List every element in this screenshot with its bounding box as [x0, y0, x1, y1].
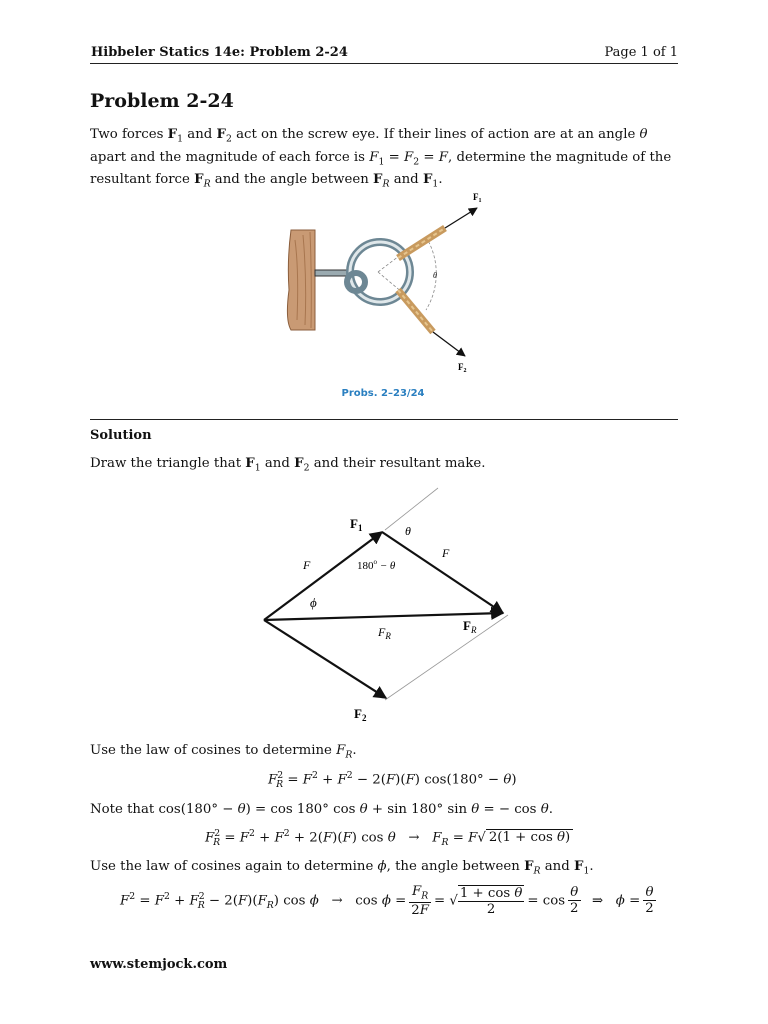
eq3-two: 2: [645, 901, 654, 917]
diagram-f2-label: $F_2$: [354, 706, 367, 723]
fig-f1-label: $F_1$: [473, 192, 482, 204]
fig-f2-label: $F_2$: [458, 362, 467, 374]
cosine-law-text: Use the law of cosines to determine $F_R$.: [90, 743, 357, 761]
vector-f1: [264, 532, 382, 620]
diagram-side-left-label: F: [303, 558, 311, 572]
problem-statement: Two forces $F_1$ and $F_2$ act on the screw eye. If their lines of action are at an angle θ apart and the magnitude of each force is $F_1 = F_2 = F$, determine the magnitude of the resultant force $F_R$ and the angle between $F_R$ and $F_1$.: [90, 127, 672, 190]
solution-intro: Draw the triangle that $F_1$ and $F_2$ and their resultant make.: [90, 456, 486, 474]
vector-f2-shifted: [382, 532, 503, 613]
eq3-theta: θ: [645, 885, 654, 901]
page-header-title: Hibbeler Statics 14e: Problem 2-24: [91, 45, 348, 60]
vector-f2: [264, 620, 386, 698]
phi-intro-text: Use the law of cosines again to determine ϕ, the angle between $F_R$ and $F_1$.: [90, 859, 594, 877]
f1-extension-line: [385, 488, 438, 530]
screw-eye-figure: [283, 190, 483, 402]
diagram-angle-label: $180^o - \theta$: [357, 558, 396, 572]
diagram-theta-label: θ: [405, 524, 411, 538]
problem-title: Problem 2-24: [90, 90, 234, 112]
section-rule: [90, 419, 678, 420]
equation-3: $F^2 = F^2 + F^2_R - 2(F)(F_R)$ cos ϕ → cos ϕ = $\frac{F_R}{2F}$ = √ $\frac{\text{1 + cos θ}}{2}$ = cos $\frac{\theta}{2}$ ⇒ ϕ = $\frac{\theta}{2}$: [120, 884, 654, 918]
diagram-f1-label: $F_1$: [350, 516, 363, 533]
footer-website: www.stemjock.com: [90, 957, 228, 972]
cosine-identity-text: Note that cos(180° − θ) = cos 180° cos θ + sin 180° sin θ = − cos θ.: [90, 802, 553, 817]
header-rule: [90, 63, 678, 64]
page-number: Page 1 of 1: [604, 45, 678, 60]
fig-theta-label: θ: [433, 271, 437, 280]
parallelogram-line: [385, 615, 508, 700]
equation-1: $F^2_R = F^2 + F^2 - 2(F)(F) \cos(180^\circ - \theta)$: [268, 770, 517, 791]
diagram-side-right-label: F: [442, 546, 450, 560]
figure-caption: Probs. 2–23/24: [341, 388, 425, 399]
diagram-phi-label: ϕ: [310, 595, 317, 610]
diagram-fr-label: $F_R$: [463, 618, 477, 635]
diagram-fr-mid-label: $F_R$: [378, 625, 391, 641]
vector-triangle-diagram: [250, 480, 550, 730]
solution-heading: Solution: [90, 428, 152, 443]
equation-2: $F^2_R = F^2 + F^2 + 2(F)(F)$ $\cos \theta \to F_R = F√$ 2(1 + cos θ): [205, 828, 573, 848]
